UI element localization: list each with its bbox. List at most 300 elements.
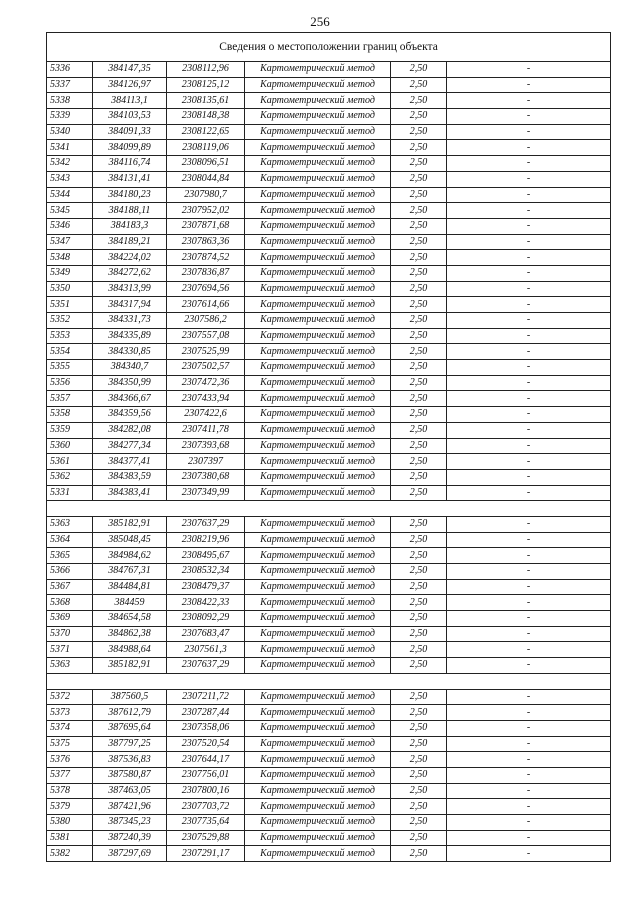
- x-coordinate-cell: 384331,73: [93, 313, 167, 329]
- method-cell: Картометрический метод: [245, 736, 391, 752]
- description-cell: -: [447, 171, 611, 187]
- description-cell: -: [447, 234, 611, 250]
- y-coordinate-cell: 2307703,72: [167, 799, 245, 815]
- x-coordinate-cell: 384183,3: [93, 218, 167, 234]
- y-coordinate-cell: 2307349,99: [167, 485, 245, 501]
- accuracy-cell: 2,50: [391, 689, 447, 705]
- x-coordinate-cell: 387612,79: [93, 705, 167, 721]
- point-number-cell: 5357: [47, 391, 93, 407]
- x-coordinate-cell: 384862,38: [93, 626, 167, 642]
- point-number-cell: 5367: [47, 579, 93, 595]
- accuracy-cell: 2,50: [391, 391, 447, 407]
- description-cell: -: [447, 391, 611, 407]
- y-coordinate-cell: 2308125,12: [167, 77, 245, 93]
- table-row: [47, 265, 611, 281]
- table-row: [47, 469, 611, 485]
- accuracy-cell: 2,50: [391, 642, 447, 658]
- point-number-cell: 5369: [47, 611, 93, 627]
- description-cell: -: [447, 532, 611, 548]
- point-number-cell: 5345: [47, 203, 93, 219]
- accuracy-cell: 2,50: [391, 328, 447, 344]
- table-row: [47, 642, 611, 658]
- y-coordinate-cell: 2307397: [167, 454, 245, 470]
- point-number-cell: 5361: [47, 454, 93, 470]
- y-coordinate-cell: 2308479,37: [167, 579, 245, 595]
- x-coordinate-cell: 387240,39: [93, 830, 167, 846]
- point-number-cell: 5366: [47, 564, 93, 580]
- method-cell: Картометрический метод: [245, 281, 391, 297]
- y-coordinate-cell: 2307422,6: [167, 407, 245, 423]
- accuracy-cell: 2,50: [391, 767, 447, 783]
- y-coordinate-cell: 2307291,17: [167, 846, 245, 862]
- description-cell: -: [447, 407, 611, 423]
- y-coordinate-cell: 2308092,29: [167, 611, 245, 627]
- method-cell: Картометрический метод: [245, 485, 391, 501]
- y-coordinate-cell: 2308112,96: [167, 62, 245, 78]
- x-coordinate-cell: 384131,41: [93, 171, 167, 187]
- table-row: [47, 407, 611, 423]
- description-cell: -: [447, 109, 611, 125]
- method-cell: Картометрический метод: [245, 689, 391, 705]
- point-number-cell: 5347: [47, 234, 93, 250]
- description-cell: -: [447, 454, 611, 470]
- method-cell: Картометрический метод: [245, 234, 391, 250]
- point-number-cell: 5359: [47, 422, 93, 438]
- point-number-cell: 5353: [47, 328, 93, 344]
- method-cell: Картометрический метод: [245, 705, 391, 721]
- point-number-cell: 5365: [47, 548, 93, 564]
- accuracy-cell: 2,50: [391, 532, 447, 548]
- method-cell: Картометрический метод: [245, 611, 391, 627]
- table-row: [47, 658, 611, 674]
- x-coordinate-cell: 384377,41: [93, 454, 167, 470]
- accuracy-cell: 2,50: [391, 799, 447, 815]
- y-coordinate-cell: 2308219,96: [167, 532, 245, 548]
- x-coordinate-cell: 385048,45: [93, 532, 167, 548]
- table-row: [47, 171, 611, 187]
- description-cell: -: [447, 156, 611, 172]
- x-coordinate-cell: 384330,85: [93, 344, 167, 360]
- table-row: [47, 830, 611, 846]
- y-coordinate-cell: 2308122,65: [167, 124, 245, 140]
- y-coordinate-cell: 2308096,51: [167, 156, 245, 172]
- x-coordinate-cell: 384383,59: [93, 469, 167, 485]
- table-title-row: [47, 33, 611, 62]
- table-row: [47, 705, 611, 721]
- method-cell: Картометрический метод: [245, 626, 391, 642]
- description-cell: -: [447, 140, 611, 156]
- y-coordinate-cell: 2308044,84: [167, 171, 245, 187]
- x-coordinate-cell: 384654,58: [93, 611, 167, 627]
- accuracy-cell: 2,50: [391, 454, 447, 470]
- accuracy-cell: 2,50: [391, 736, 447, 752]
- table-row: [47, 438, 611, 454]
- point-number-cell: 5377: [47, 767, 93, 783]
- description-cell: -: [447, 705, 611, 721]
- point-number-cell: 5382: [47, 846, 93, 862]
- x-coordinate-cell: 384340,7: [93, 360, 167, 376]
- table-title: Сведения о местоположении границ объекта: [47, 33, 611, 62]
- method-cell: Картометрический метод: [245, 250, 391, 266]
- x-coordinate-cell: 384313,99: [93, 281, 167, 297]
- method-cell: Картометрический метод: [245, 579, 391, 595]
- point-number-cell: 5337: [47, 77, 93, 93]
- method-cell: Картометрический метод: [245, 516, 391, 532]
- table-row: [47, 422, 611, 438]
- x-coordinate-cell: 384113,1: [93, 93, 167, 109]
- table-row: [47, 281, 611, 297]
- description-cell: -: [447, 799, 611, 815]
- y-coordinate-cell: 2307393,68: [167, 438, 245, 454]
- description-cell: -: [447, 516, 611, 532]
- x-coordinate-cell: 384180,23: [93, 187, 167, 203]
- method-cell: Картометрический метод: [245, 830, 391, 846]
- description-cell: -: [447, 658, 611, 674]
- y-coordinate-cell: 2307614,66: [167, 297, 245, 313]
- description-cell: -: [447, 187, 611, 203]
- point-number-cell: 5340: [47, 124, 93, 140]
- table-row: [47, 579, 611, 595]
- accuracy-cell: 2,50: [391, 595, 447, 611]
- accuracy-cell: 2,50: [391, 297, 447, 313]
- description-cell: -: [447, 250, 611, 266]
- table-row: [47, 391, 611, 407]
- table-row: [47, 689, 611, 705]
- description-cell: -: [447, 846, 611, 862]
- accuracy-cell: 2,50: [391, 281, 447, 297]
- boundary-coordinates-table: [46, 32, 611, 862]
- x-coordinate-cell: 385182,91: [93, 516, 167, 532]
- description-cell: -: [447, 265, 611, 281]
- point-number-cell: 5354: [47, 344, 93, 360]
- method-cell: Картометрический метод: [245, 767, 391, 783]
- accuracy-cell: 2,50: [391, 705, 447, 721]
- x-coordinate-cell: 384459: [93, 595, 167, 611]
- table-row: [47, 752, 611, 768]
- point-number-cell: 5362: [47, 469, 93, 485]
- method-cell: Картометрический метод: [245, 93, 391, 109]
- point-number-cell: 5355: [47, 360, 93, 376]
- table-row: [47, 532, 611, 548]
- method-cell: Картометрический метод: [245, 328, 391, 344]
- point-number-cell: 5356: [47, 375, 93, 391]
- accuracy-cell: 2,50: [391, 422, 447, 438]
- description-cell: -: [447, 375, 611, 391]
- description-cell: -: [447, 595, 611, 611]
- accuracy-cell: 2,50: [391, 611, 447, 627]
- y-coordinate-cell: 2307836,87: [167, 265, 245, 281]
- x-coordinate-cell: 384091,33: [93, 124, 167, 140]
- point-number-cell: 5372: [47, 689, 93, 705]
- x-coordinate-cell: 384359,56: [93, 407, 167, 423]
- method-cell: Картометрический метод: [245, 815, 391, 831]
- x-coordinate-cell: 384147,35: [93, 62, 167, 78]
- accuracy-cell: 2,50: [391, 140, 447, 156]
- x-coordinate-cell: 384116,74: [93, 156, 167, 172]
- x-coordinate-cell: 384484,81: [93, 579, 167, 595]
- point-number-cell: 5349: [47, 265, 93, 281]
- method-cell: Картометрический метод: [245, 469, 391, 485]
- table-row: [47, 815, 611, 831]
- method-cell: Картометрический метод: [245, 642, 391, 658]
- accuracy-cell: 2,50: [391, 156, 447, 172]
- method-cell: Картометрический метод: [245, 187, 391, 203]
- accuracy-cell: 2,50: [391, 77, 447, 93]
- description-cell: -: [447, 815, 611, 831]
- y-coordinate-cell: 2307800,16: [167, 783, 245, 799]
- description-cell: -: [447, 62, 611, 78]
- table-row: [47, 846, 611, 862]
- y-coordinate-cell: 2307557,08: [167, 328, 245, 344]
- method-cell: Картометрический метод: [245, 720, 391, 736]
- point-number-cell: 5344: [47, 187, 93, 203]
- description-cell: -: [447, 485, 611, 501]
- x-coordinate-cell: 385182,91: [93, 658, 167, 674]
- group-separator-row: [47, 501, 611, 517]
- y-coordinate-cell: 2307637,29: [167, 658, 245, 674]
- point-number-cell: 5343: [47, 171, 93, 187]
- method-cell: Картометрический метод: [245, 595, 391, 611]
- table-row: [47, 720, 611, 736]
- description-cell: -: [447, 564, 611, 580]
- accuracy-cell: 2,50: [391, 124, 447, 140]
- y-coordinate-cell: 2307561,3: [167, 642, 245, 658]
- x-coordinate-cell: 384984,62: [93, 548, 167, 564]
- point-number-cell: 5348: [47, 250, 93, 266]
- accuracy-cell: 2,50: [391, 485, 447, 501]
- table-row: [47, 250, 611, 266]
- x-coordinate-cell: 387580,87: [93, 767, 167, 783]
- table-row: [47, 140, 611, 156]
- point-number-cell: 5381: [47, 830, 93, 846]
- x-coordinate-cell: 384988,64: [93, 642, 167, 658]
- point-number-cell: 5364: [47, 532, 93, 548]
- description-cell: -: [447, 422, 611, 438]
- y-coordinate-cell: 2307694,56: [167, 281, 245, 297]
- accuracy-cell: 2,50: [391, 109, 447, 125]
- point-number-cell: 5375: [47, 736, 93, 752]
- point-number-cell: 5360: [47, 438, 93, 454]
- description-cell: -: [447, 830, 611, 846]
- separator-cell: [47, 501, 611, 517]
- y-coordinate-cell: 2307525,99: [167, 344, 245, 360]
- x-coordinate-cell: 384350,99: [93, 375, 167, 391]
- accuracy-cell: 2,50: [391, 250, 447, 266]
- description-cell: -: [447, 767, 611, 783]
- table-row: [47, 77, 611, 93]
- table-row: [47, 485, 611, 501]
- description-cell: -: [447, 611, 611, 627]
- point-number-cell: 5339: [47, 109, 93, 125]
- table-row: [47, 234, 611, 250]
- method-cell: Картометрический метод: [245, 422, 391, 438]
- y-coordinate-cell: 2307756,01: [167, 767, 245, 783]
- accuracy-cell: 2,50: [391, 438, 447, 454]
- x-coordinate-cell: 384366,67: [93, 391, 167, 407]
- y-coordinate-cell: 2307644,17: [167, 752, 245, 768]
- accuracy-cell: 2,50: [391, 203, 447, 219]
- x-coordinate-cell: 387536,83: [93, 752, 167, 768]
- method-cell: Картометрический метод: [245, 344, 391, 360]
- accuracy-cell: 2,50: [391, 720, 447, 736]
- x-coordinate-cell: 384099,89: [93, 140, 167, 156]
- y-coordinate-cell: 2307380,68: [167, 469, 245, 485]
- table-row: [47, 611, 611, 627]
- point-number-cell: 5363: [47, 658, 93, 674]
- point-number-cell: 5331: [47, 485, 93, 501]
- accuracy-cell: 2,50: [391, 407, 447, 423]
- accuracy-cell: 2,50: [391, 218, 447, 234]
- point-number-cell: 5370: [47, 626, 93, 642]
- description-cell: -: [447, 203, 611, 219]
- accuracy-cell: 2,50: [391, 171, 447, 187]
- method-cell: Картометрический метод: [245, 313, 391, 329]
- y-coordinate-cell: 2307683,47: [167, 626, 245, 642]
- y-coordinate-cell: 2307472,36: [167, 375, 245, 391]
- accuracy-cell: 2,50: [391, 626, 447, 642]
- method-cell: Картометрический метод: [245, 375, 391, 391]
- table-row: [47, 124, 611, 140]
- x-coordinate-cell: 387463,05: [93, 783, 167, 799]
- description-cell: -: [447, 313, 611, 329]
- accuracy-cell: 2,50: [391, 564, 447, 580]
- x-coordinate-cell: 384272,62: [93, 265, 167, 281]
- description-cell: -: [447, 93, 611, 109]
- table-row: [47, 595, 611, 611]
- table-row: [47, 313, 611, 329]
- x-coordinate-cell: 387695,64: [93, 720, 167, 736]
- description-cell: -: [447, 579, 611, 595]
- description-cell: -: [447, 218, 611, 234]
- table-row: [47, 626, 611, 642]
- point-number-cell: 5352: [47, 313, 93, 329]
- point-number-cell: 5363: [47, 516, 93, 532]
- accuracy-cell: 2,50: [391, 360, 447, 376]
- y-coordinate-cell: 2308148,38: [167, 109, 245, 125]
- accuracy-cell: 2,50: [391, 375, 447, 391]
- y-coordinate-cell: 2307211,72: [167, 689, 245, 705]
- y-coordinate-cell: 2308119,06: [167, 140, 245, 156]
- y-coordinate-cell: 2308135,61: [167, 93, 245, 109]
- method-cell: Картометрический метод: [245, 171, 391, 187]
- page-number: 256: [310, 14, 330, 29]
- table-row: [47, 375, 611, 391]
- description-cell: -: [447, 626, 611, 642]
- table-row: [47, 516, 611, 532]
- point-number-cell: 5350: [47, 281, 93, 297]
- point-number-cell: 5342: [47, 156, 93, 172]
- x-coordinate-cell: 384767,31: [93, 564, 167, 580]
- method-cell: Картометрический метод: [245, 203, 391, 219]
- x-coordinate-cell: 384335,89: [93, 328, 167, 344]
- y-coordinate-cell: 2307586,2: [167, 313, 245, 329]
- method-cell: Картометрический метод: [245, 454, 391, 470]
- point-number-cell: 5374: [47, 720, 93, 736]
- description-cell: -: [447, 469, 611, 485]
- accuracy-cell: 2,50: [391, 783, 447, 799]
- y-coordinate-cell: 2307502,57: [167, 360, 245, 376]
- x-coordinate-cell: 384317,94: [93, 297, 167, 313]
- accuracy-cell: 2,50: [391, 469, 447, 485]
- description-cell: -: [447, 438, 611, 454]
- method-cell: Картометрический метод: [245, 391, 391, 407]
- table-row: [47, 93, 611, 109]
- y-coordinate-cell: 2307520,54: [167, 736, 245, 752]
- method-cell: Картометрический метод: [245, 265, 391, 281]
- accuracy-cell: 2,50: [391, 830, 447, 846]
- method-cell: Картометрический метод: [245, 109, 391, 125]
- description-cell: -: [447, 752, 611, 768]
- method-cell: Картометрический метод: [245, 532, 391, 548]
- description-cell: -: [447, 689, 611, 705]
- accuracy-cell: 2,50: [391, 658, 447, 674]
- point-number-cell: 5380: [47, 815, 93, 831]
- point-number-cell: 5371: [47, 642, 93, 658]
- method-cell: Картометрический метод: [245, 658, 391, 674]
- method-cell: Картометрический метод: [245, 140, 391, 156]
- accuracy-cell: 2,50: [391, 265, 447, 281]
- x-coordinate-cell: 384224,02: [93, 250, 167, 266]
- point-number-cell: 5368: [47, 595, 93, 611]
- y-coordinate-cell: 2307529,88: [167, 830, 245, 846]
- x-coordinate-cell: 387421,96: [93, 799, 167, 815]
- table-row: [47, 62, 611, 78]
- point-number-cell: 5346: [47, 218, 93, 234]
- point-number-cell: 5379: [47, 799, 93, 815]
- x-coordinate-cell: 384126,97: [93, 77, 167, 93]
- table-row: [47, 767, 611, 783]
- x-coordinate-cell: 384383,41: [93, 485, 167, 501]
- point-number-cell: 5351: [47, 297, 93, 313]
- x-coordinate-cell: 387297,69: [93, 846, 167, 862]
- table-row: [47, 799, 611, 815]
- table-row: [47, 156, 611, 172]
- y-coordinate-cell: 2308495,67: [167, 548, 245, 564]
- description-cell: -: [447, 736, 611, 752]
- x-coordinate-cell: 387345,23: [93, 815, 167, 831]
- description-cell: -: [447, 642, 611, 658]
- x-coordinate-cell: 384277,34: [93, 438, 167, 454]
- point-number-cell: 5373: [47, 705, 93, 721]
- y-coordinate-cell: 2307871,68: [167, 218, 245, 234]
- y-coordinate-cell: 2307735,64: [167, 815, 245, 831]
- accuracy-cell: 2,50: [391, 846, 447, 862]
- accuracy-cell: 2,50: [391, 579, 447, 595]
- x-coordinate-cell: 384189,21: [93, 234, 167, 250]
- table-row: [47, 203, 611, 219]
- description-cell: -: [447, 783, 611, 799]
- description-cell: -: [447, 328, 611, 344]
- table-row: [47, 218, 611, 234]
- table-row: [47, 564, 611, 580]
- accuracy-cell: 2,50: [391, 187, 447, 203]
- method-cell: Картометрический метод: [245, 846, 391, 862]
- method-cell: Картометрический метод: [245, 297, 391, 313]
- table-row: [47, 360, 611, 376]
- method-cell: Картометрический метод: [245, 548, 391, 564]
- method-cell: Картометрический метод: [245, 752, 391, 768]
- y-coordinate-cell: 2307358,06: [167, 720, 245, 736]
- x-coordinate-cell: 384282,08: [93, 422, 167, 438]
- point-number-cell: 5378: [47, 783, 93, 799]
- description-cell: -: [447, 344, 611, 360]
- accuracy-cell: 2,50: [391, 752, 447, 768]
- y-coordinate-cell: 2307863,36: [167, 234, 245, 250]
- description-cell: -: [447, 297, 611, 313]
- accuracy-cell: 2,50: [391, 313, 447, 329]
- y-coordinate-cell: 2307411,78: [167, 422, 245, 438]
- description-cell: -: [447, 124, 611, 140]
